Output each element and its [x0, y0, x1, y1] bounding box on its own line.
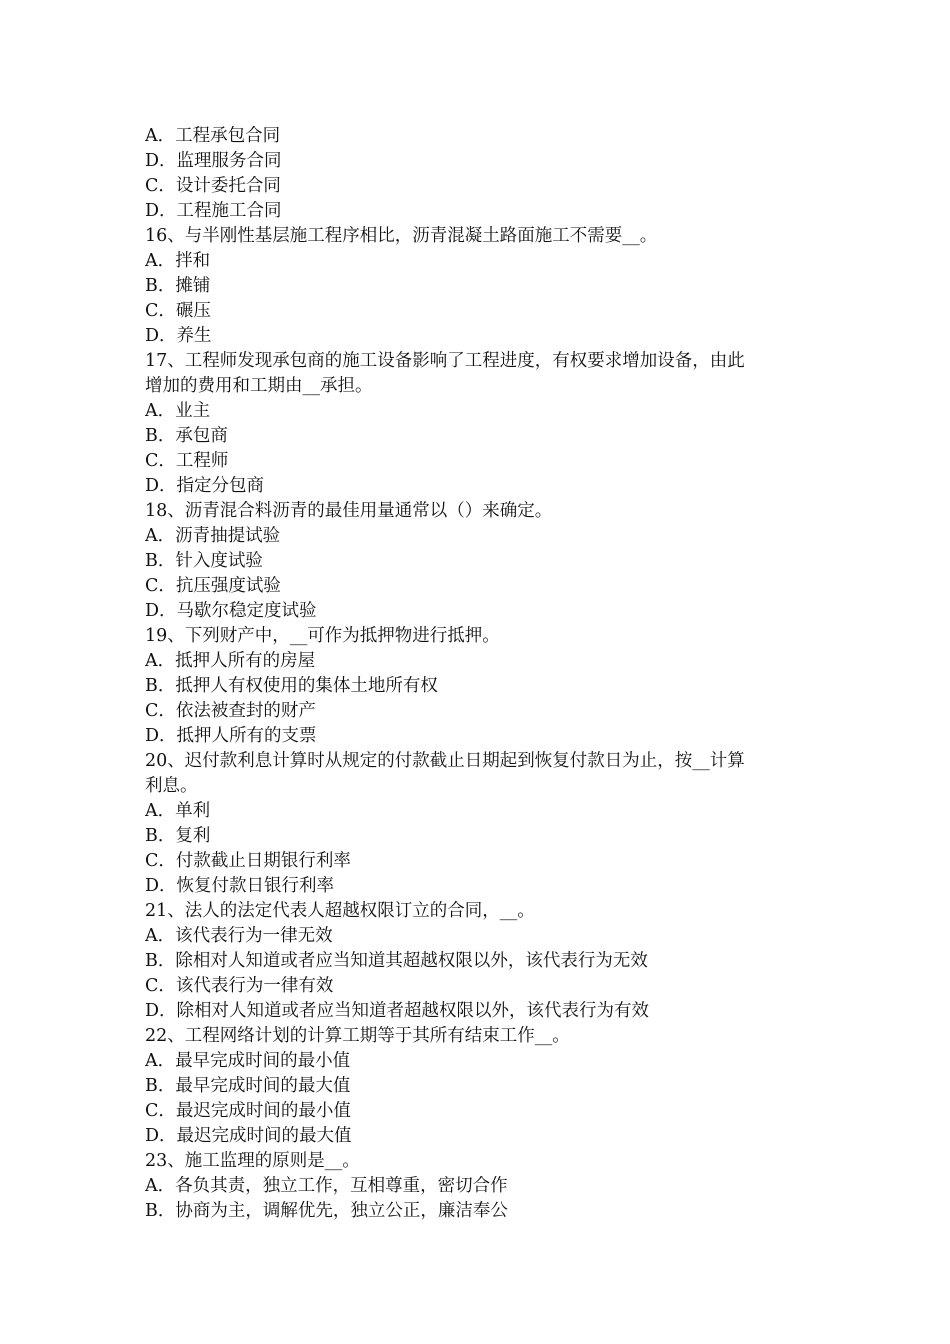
text-line: B．抵押人有权使用的集体土地所有权 — [145, 676, 438, 696]
question-22: 22、工程网络计划的计算工期等于其所有结束工作__。 — [145, 1026, 570, 1046]
text-line: B．承包商 — [145, 426, 228, 446]
text-line: 利息。 — [145, 776, 198, 796]
text-line: A．工程承包合同 — [145, 126, 281, 146]
question-23: 23、施工监理的原则是__。 — [145, 1151, 360, 1171]
text-line: D．最迟完成时间的最大值 — [145, 1126, 352, 1146]
text-line: B．复利 — [145, 826, 211, 846]
text-line: B．协商为主，调解优先，独立公正，廉洁奉公 — [145, 1201, 508, 1221]
question-18: 18、沥青混合料沥青的最佳用量通常以（）来确定。 — [145, 501, 553, 521]
question-16: 16、与半刚性基层施工程序相比，沥青混凝土路面施工不需要__。 — [145, 226, 658, 246]
document-body — [145, 124, 815, 1224]
question-20: 20、迟付款利息计算时从规定的付款截止日期起到恢复付款日为止，按__计算 — [145, 751, 745, 771]
text-line: C．该代表行为一律有效 — [145, 976, 334, 996]
text-line: D．马歇尔稳定度试验 — [145, 601, 317, 621]
text-line: B．最早完成时间的最大值 — [145, 1076, 351, 1096]
text-line: A．拌和 — [145, 251, 211, 271]
text-line: 增加的费用和工期由__承担。 — [145, 376, 373, 396]
question-19: 19、下列财产中，__可作为抵押物进行抵押。 — [145, 626, 500, 646]
text-line: A．该代表行为一律无效 — [145, 926, 333, 946]
text-line: A．抵押人所有的房屋 — [145, 651, 316, 671]
text-line: A．沥青抽提试验 — [145, 526, 281, 546]
text-line: A．业主 — [145, 401, 211, 421]
text-line: D．监理服务合同 — [145, 151, 282, 171]
text-line: D．工程施工合同 — [145, 201, 282, 221]
text-line: C．最迟完成时间的最小值 — [145, 1101, 351, 1121]
text-line: D．恢复付款日银行利率 — [145, 876, 335, 896]
text-line: C．碾压 — [145, 301, 211, 321]
text-line: D．指定分包商 — [145, 476, 265, 496]
text-line: D．除相对人知道或者应当知道者超越权限以外，该代表行为有效 — [145, 1001, 650, 1021]
text-line: A．单利 — [145, 801, 211, 821]
text-line: C．工程师 — [145, 451, 229, 471]
text-line: C．付款截止日期银行利率 — [145, 851, 351, 871]
text-line: C．抗压强度试验 — [145, 576, 281, 596]
text-line: C．设计委托合同 — [145, 176, 281, 196]
question-21: 21、法人的法定代表人超越权限订立的合同，__。 — [145, 901, 535, 921]
text-line: D．养生 — [145, 326, 212, 346]
text-line: B．针入度试验 — [145, 551, 263, 571]
text-line: A．各负其责，独立工作，互相尊重，密切合作 — [145, 1176, 508, 1196]
question-17: 17、工程师发现承包商的施工设备影响了工程进度，有权要求增加设备，由此 — [145, 351, 745, 371]
text-line: B．除相对人知道或者应当知道其超越权限以外，该代表行为无效 — [145, 951, 648, 971]
text-line: B．摊铺 — [145, 276, 211, 296]
text-line: D．抵押人所有的支票 — [145, 726, 317, 746]
text-line: A．最早完成时间的最小值 — [145, 1051, 351, 1071]
text-line: C．依法被查封的财产 — [145, 701, 316, 721]
